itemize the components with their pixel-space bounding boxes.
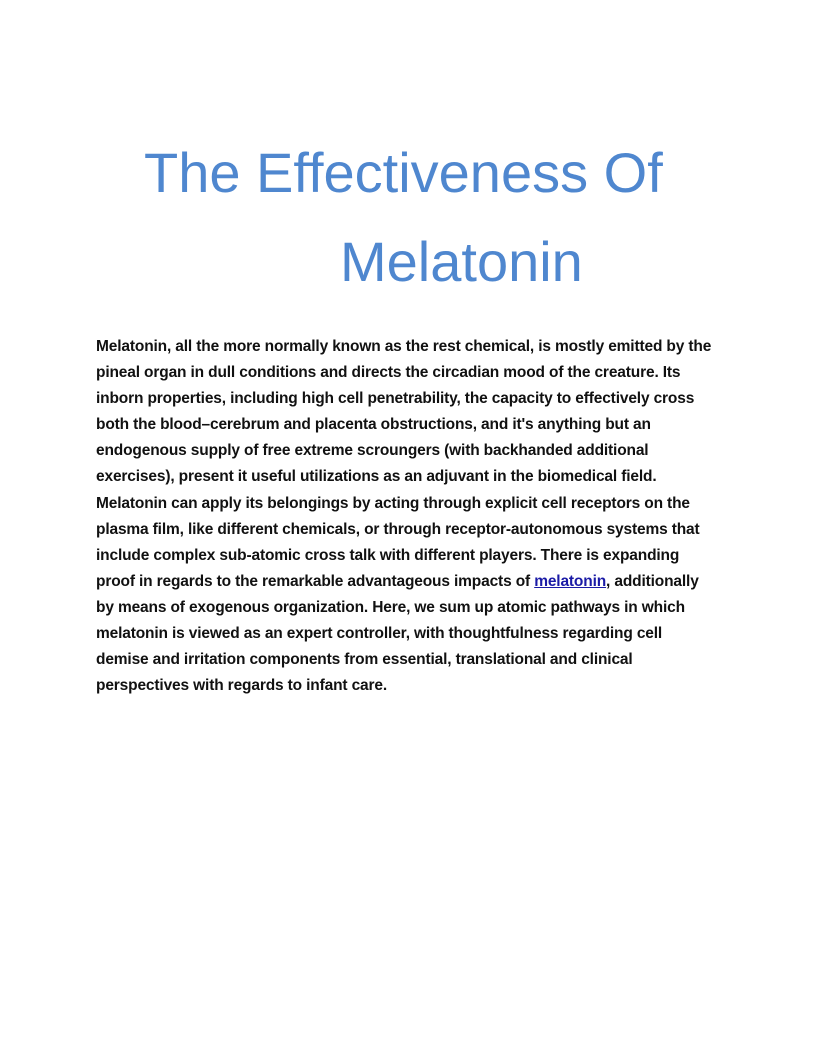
- paragraph-text-after-link: , additionally by means of exogenous organization. Here, we sum up atomic pathways in which melatonin is viewed as an expert controller, with thoughtfulness regarding cell demise and irritation components from essential, translational and clinical perspectives with regards to infant care.: [96, 572, 699, 695]
- body-paragraph: [96, 334, 718, 699]
- title-line-2: Melatonin: [340, 230, 583, 293]
- document-title: [96, 128, 720, 306]
- paragraph-text-before-link: Melatonin, all the more normally known as the rest chemical, is mostly emitted by the pineal organ in dull conditions and directs the circadian mood of the creature. Its inborn properties, including high cell penetrability, the capacity to effectively cross both the blood–cerebrum and placenta obstructions, and it's anything but an endogenous supply of free extreme scroungers (with backhanded additional exercises), present it useful utilizations as an adjuvant in the biomedical field. Melatonin can apply its belongings by acting through explicit cell receptors on the plasma film, like different chemicals, or through receptor-autonomous systems that include complex sub-atomic cross talk with different players. There is expanding proof in regards to the remarkable advantageous impacts of: [96, 338, 712, 590]
- title-line-1: The Effectiveness Of: [144, 141, 663, 204]
- melatonin-link[interactable]: melatonin: [534, 572, 607, 590]
